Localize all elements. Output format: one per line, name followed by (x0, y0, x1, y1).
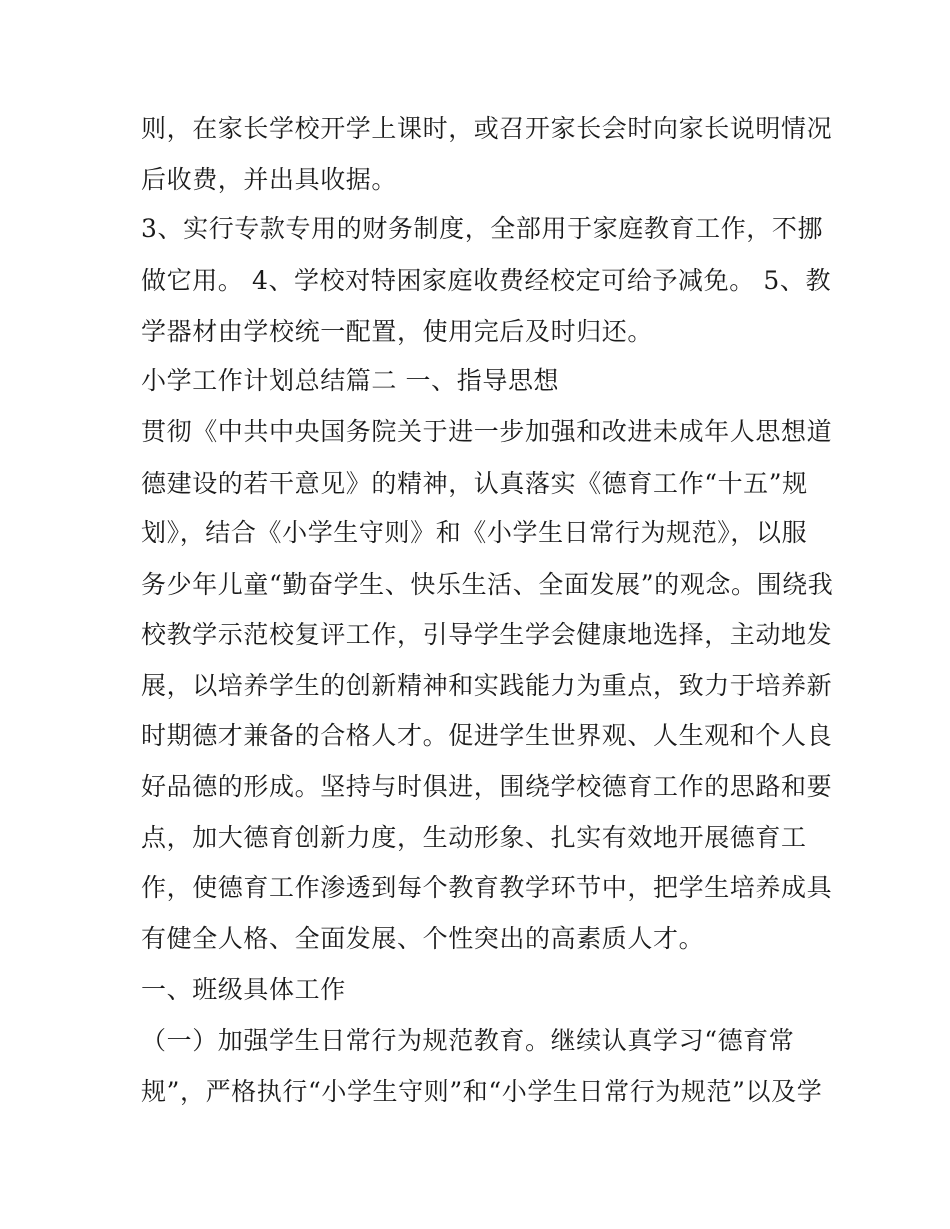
text-line: 3、实行专款专用的财务制度，全部用于家庭教育工作，不挪 (141, 214, 824, 243)
text-line: 作，使德育工作渗透到每个教育教学环节中，把学生培养成具 (141, 873, 833, 902)
text-line: 有健全人格、全面发展、个性突出的高素质人才。 (141, 924, 705, 953)
text-line: 时期德才兼备的合格人才。促进学生世界观、人生观和个人良 (141, 721, 833, 750)
section-heading: 小学工作计划总结篇二 一、指导思想 (141, 366, 560, 395)
text-line: 后收费，并出具收据。 (141, 165, 398, 194)
text-line: 校教学示范校复评工作，引导学生学会健康地选择，主动地发 (141, 620, 833, 649)
text-line: 做它用。 4、学校对特困家庭收费经校定可给予减免。 5、教 (141, 266, 832, 295)
text-line: 则，在家长学校开学上课时，或召开家长会时向家长说明情况 (141, 114, 833, 143)
text-line: 展，以培养学生的创新精神和实践能力为重点，致力于培养新 (141, 671, 833, 700)
text-line: 好品德的形成。坚持与时俱进，围绕学校德育工作的思路和要 (141, 772, 833, 801)
text-line: 贯彻《中共中央国务院关于进一步加强和改进未成年人思想道 (141, 417, 833, 446)
section-heading: 一、班级具体工作 (141, 975, 346, 1004)
text-line: 点，加大德育创新力度，生动形象、扎实有效地开展德育工 (141, 823, 807, 852)
text-line: （一）加强学生日常行为规范教育。继续认真学习“德育常 (141, 1026, 795, 1055)
text-line: 务少年儿童“勤奋学生、快乐生活、全面发展”的观念。围绕我 (141, 570, 834, 599)
text-line: 学器材由学校统一配置，使用完后及时归还。 (141, 317, 654, 346)
text-line: 划》，结合《小学生守则》和《小学生日常行为规范》，以服 (141, 518, 808, 547)
text-line: 德建设的若干意见》的精神，认真落实《德育工作“十五”规 (141, 469, 808, 498)
text-line: 规”，严格执行“小学生守则”和“小学生日常行为规范”以及学 (141, 1077, 823, 1106)
